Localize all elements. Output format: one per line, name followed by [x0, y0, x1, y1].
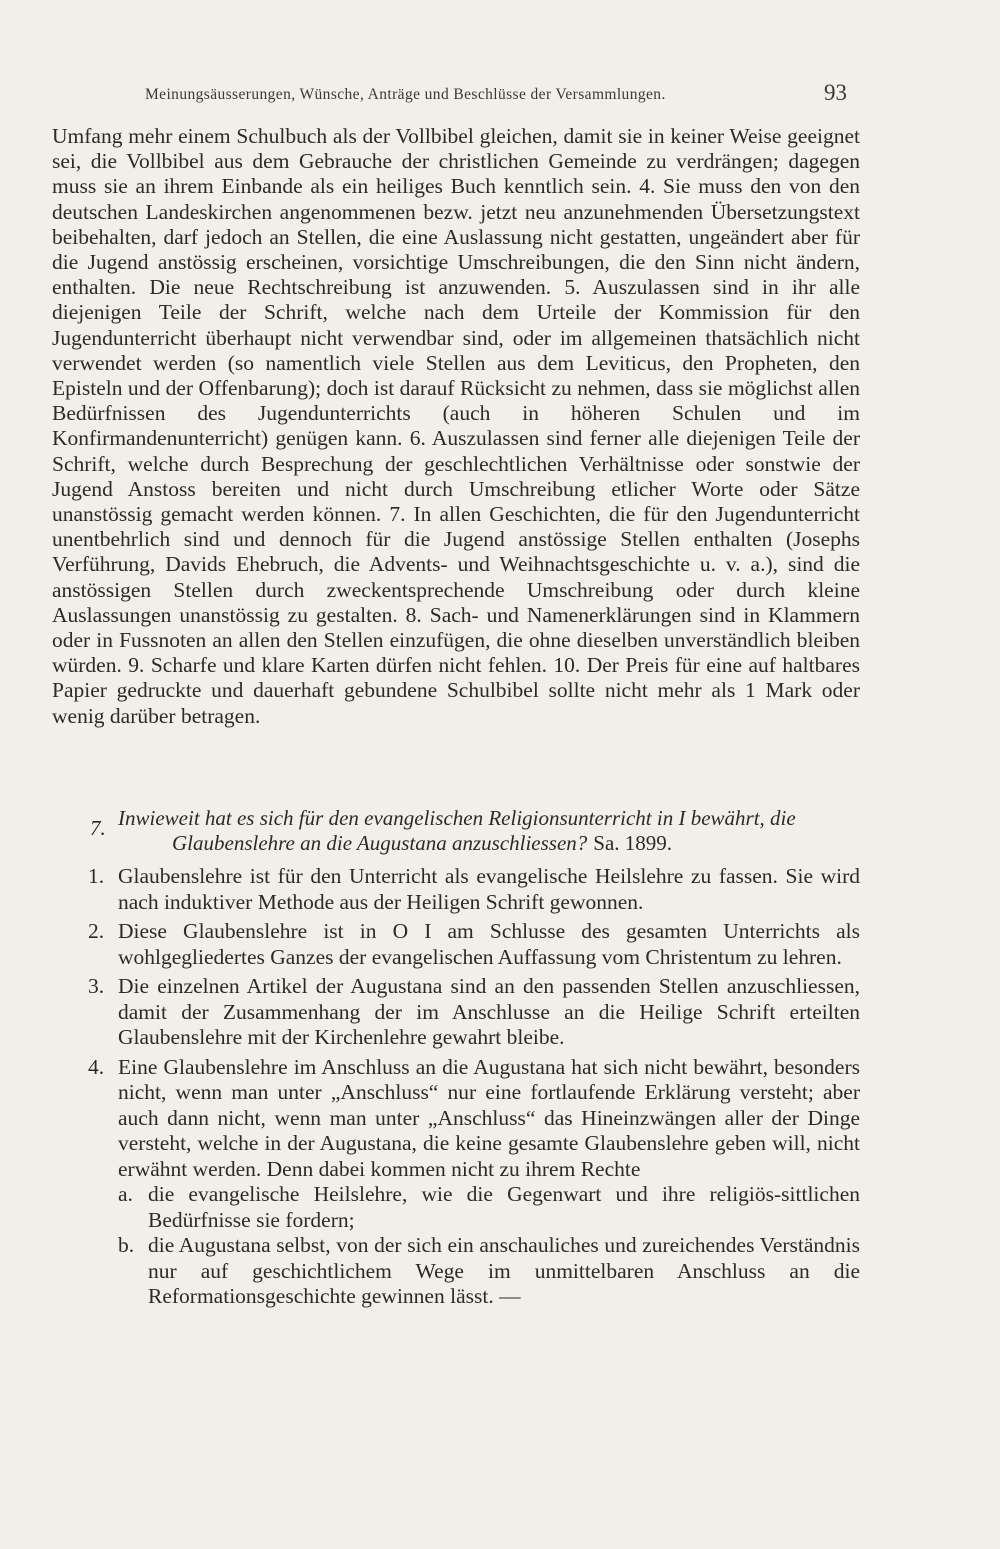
- page-number: 93: [824, 80, 847, 105]
- list-item-text: Diese Glaubenslehre ist in O I am Schlusse des gesamten Unterrichts als wohlgegliedertes Ganzes der evangelischen Auffassung vom Christentum zu lehren.: [118, 919, 860, 969]
- section-number: 7.: [90, 816, 106, 840]
- section-source: Sa. 1899.: [593, 831, 673, 855]
- list-item-text: Die einzelnen Artikel der Augustana sind an den passenden Stellen anzuschliessen, damit der Zusammenhang der im Anschlusse an die Heilige Schrift erteilten Glaubenslehre mit der Kirchenlehre gewahrt bleibe.: [118, 974, 860, 1049]
- sub-list-text: die evangelische Heilslehre, wie die Gegenwart und ihre religiös-sittlichen Bedürfnisse sie fordern;: [148, 1182, 860, 1232]
- sub-list-letter: a.: [118, 1182, 133, 1206]
- section-title: [52, 806, 860, 856]
- body-paragraph: Umfang mehr einem Schulbuch als der Vollbibel gleichen, damit sie in keiner Weise geeignet sei, die Vollbibel aus dem Gebrauche der christlichen Gemeinde zu verdrängen; dagegen muss sie an ihrem Einbande als ein heiliges Buch kenntlich sein. 4. Sie muss den von den deutschen Landeskirchen angenommenen bezw. jetzt neu anzunehmenden Übersetzungstext beibehalten, darf jedoch an Stellen, die eine Auslassung nicht gestatten, ungeändert aber für die Jugend anstössig erscheinen, vorsichtige Umschreibungen, die den Sinn nicht ändern, enthalten. Die neue Rechtschreibung ist anzuwenden. 5. Auszulassen sind in ihr alle diejenigen Teile der Schrift, welche nach dem Urteile der Kommission für den Jugendunterricht überhaupt nicht verwendbar sind, oder im allgemeinen thatsächlich nicht verwendet werden (so namentlich viele Stellen aus dem Leviticus, den Propheten, den Episteln und der Offenbarung); doch ist darauf Rücksicht zu nehmen, dass sie möglichst allen Bedürfnissen des Jugendunterrichts (auch in höheren Schulen und im Konfirmandenunterricht) genügen kann. 6. Auszulassen sind ferner alle diejenigen Teile der Schrift, welche durch Besprechung der geschlechtlichen Verhältnisse oder sonstwie der Jugend Anstoss bereiten und nicht durch Umschreibung etlicher Worte oder Sätze unanstössig gemacht werden können. 7. In allen Geschichten, die für den Jugendunterricht unentbehrlich sind und dennoch für die Jugend anstössige Stellen enthalten (Josephs Verführung, Davids Ehebruch, die Advents- und Weihnachtsgeschichte u. v. a.), sind die anstössigen Stellen durch zweckentsprechende Umschreibung oder durch kleine Auslassungen unanstössig zu gestalten. 8. Sach- und Namenerklärungen sind in Klammern oder in Fussnoten an allen den Stellen einzufügen, die ohne dieselben unverständlich bleiben würden. 9. Scharfe und klare Karten dürfen nicht fehlen. 10. Der Preis für eine auf haltbares Papier gedruckte und dauerhaft gebundene Schulbibel sollte nicht mehr als 1 Mark oder wenig darüber betragen.: [52, 124, 860, 728]
- list-item: [52, 864, 860, 915]
- section-title-line2-text: Glaubenslehre an die Augustana anzuschliessen?: [172, 831, 588, 855]
- list-item-number: 3.: [88, 974, 105, 998]
- numbered-list: [52, 864, 860, 1310]
- list-item-text: Eine Glaubenslehre im Anschluss an die Augustana hat sich nicht bewährt, besonders nicht, wenn man unter „Anschluss“ nur eine fortlaufende Erklärung versteht; aber auch dann nicht, wenn man unter „Anschluss“ das Hineinzwängen aller der Dinge versteht, welche in der Augustana, die keine gesamte Glaubenslehre geben will, nicht erwähnt werden. Denn dabei kommen nicht zu ihrem Rechte: [118, 1054, 860, 1181]
- running-head: Meinungsäusserungen, Wünsche, Anträge und Beschlüsse der Versammlungen.: [145, 86, 666, 103]
- section-title-line1: Inwieweit hat es sich für den evangelischen Religionsunterricht in I bewährt, die: [118, 806, 796, 830]
- list-item: [52, 1055, 860, 1310]
- list-item-number: 2.: [88, 919, 105, 943]
- sub-list-letter: b.: [118, 1233, 135, 1257]
- list-item-number: 4.: [88, 1054, 105, 1079]
- sub-list-text: die Augustana selbst, von der sich ein anschauliches und zureichendes Verständnis nur auf geschichtlichem Wege im unmittelbaren Anschluss an die Reformationsgeschichte gewinnen lässt. —: [148, 1233, 860, 1308]
- sub-list: [118, 1182, 860, 1310]
- section-7: [52, 806, 860, 1314]
- list-item-number: 1.: [88, 864, 105, 888]
- list-item-text: Glaubenslehre ist für den Unterricht als evangelische Heilslehre zu fassen. Sie wird nach induktiver Methode aus der Heiligen Schrift gewonnen.: [118, 864, 860, 914]
- section-title-line2: [172, 831, 860, 856]
- list-item: [52, 919, 860, 970]
- sub-list-item: [118, 1233, 860, 1310]
- list-item: [52, 974, 860, 1051]
- sub-list-item: [118, 1182, 860, 1233]
